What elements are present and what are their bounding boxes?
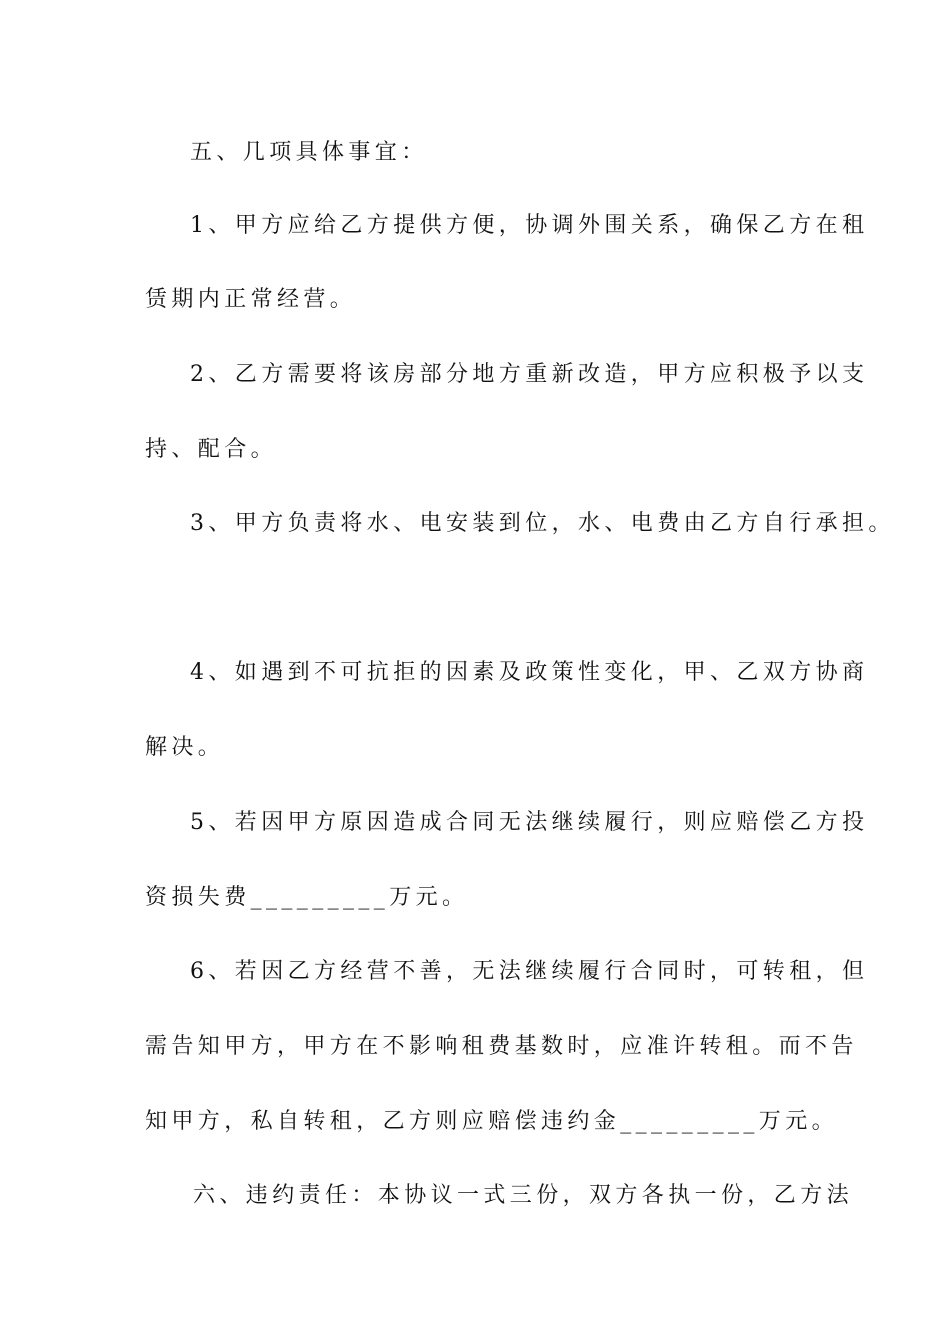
clause-6-line-3: 知甲方，私自转租，乙方则应赔偿违约金_________万元。 [145,1109,839,1134]
clause-4-line-1: 4、如遇到不可抗拒的因素及政策性变化，甲、乙双方协商 [190,660,869,685]
clause-3-line-1: 3、甲方负责将水、电安装到位，水、电费由乙方自行承担。 [190,511,895,536]
clause-1-line-2: 赁期内正常经营。 [145,287,357,312]
section-six-line-1: 六、违约责任：本协议一式三份，双方各执一份，乙方法 [193,1183,854,1208]
clause-5-line-1: 5、若因甲方原因造成合同无法继续履行，则应赔偿乙方投 [190,810,869,835]
clause-6-line-2: 需告知甲方，甲方在不影响租费基数时，应准许转租。而不告 [145,1034,858,1059]
clause-4-line-2: 解决。 [145,735,225,760]
clause-5-line-2: 资损失费_________万元。 [145,885,469,910]
section-five-heading: 五、几项具体事宜： [190,140,428,165]
clause-1-line-1: 1、甲方应给乙方提供方便，协调外围关系，确保乙方在租 [190,213,869,238]
clause-6-line-1: 6、若因乙方经营不善，无法继续履行合同时，可转租，但 [190,959,869,984]
clause-2-line-2: 持、配合。 [145,437,278,462]
clause-2-line-1: 2、乙方需要将该房部分地方重新改造，甲方应积极予以支 [190,362,869,387]
